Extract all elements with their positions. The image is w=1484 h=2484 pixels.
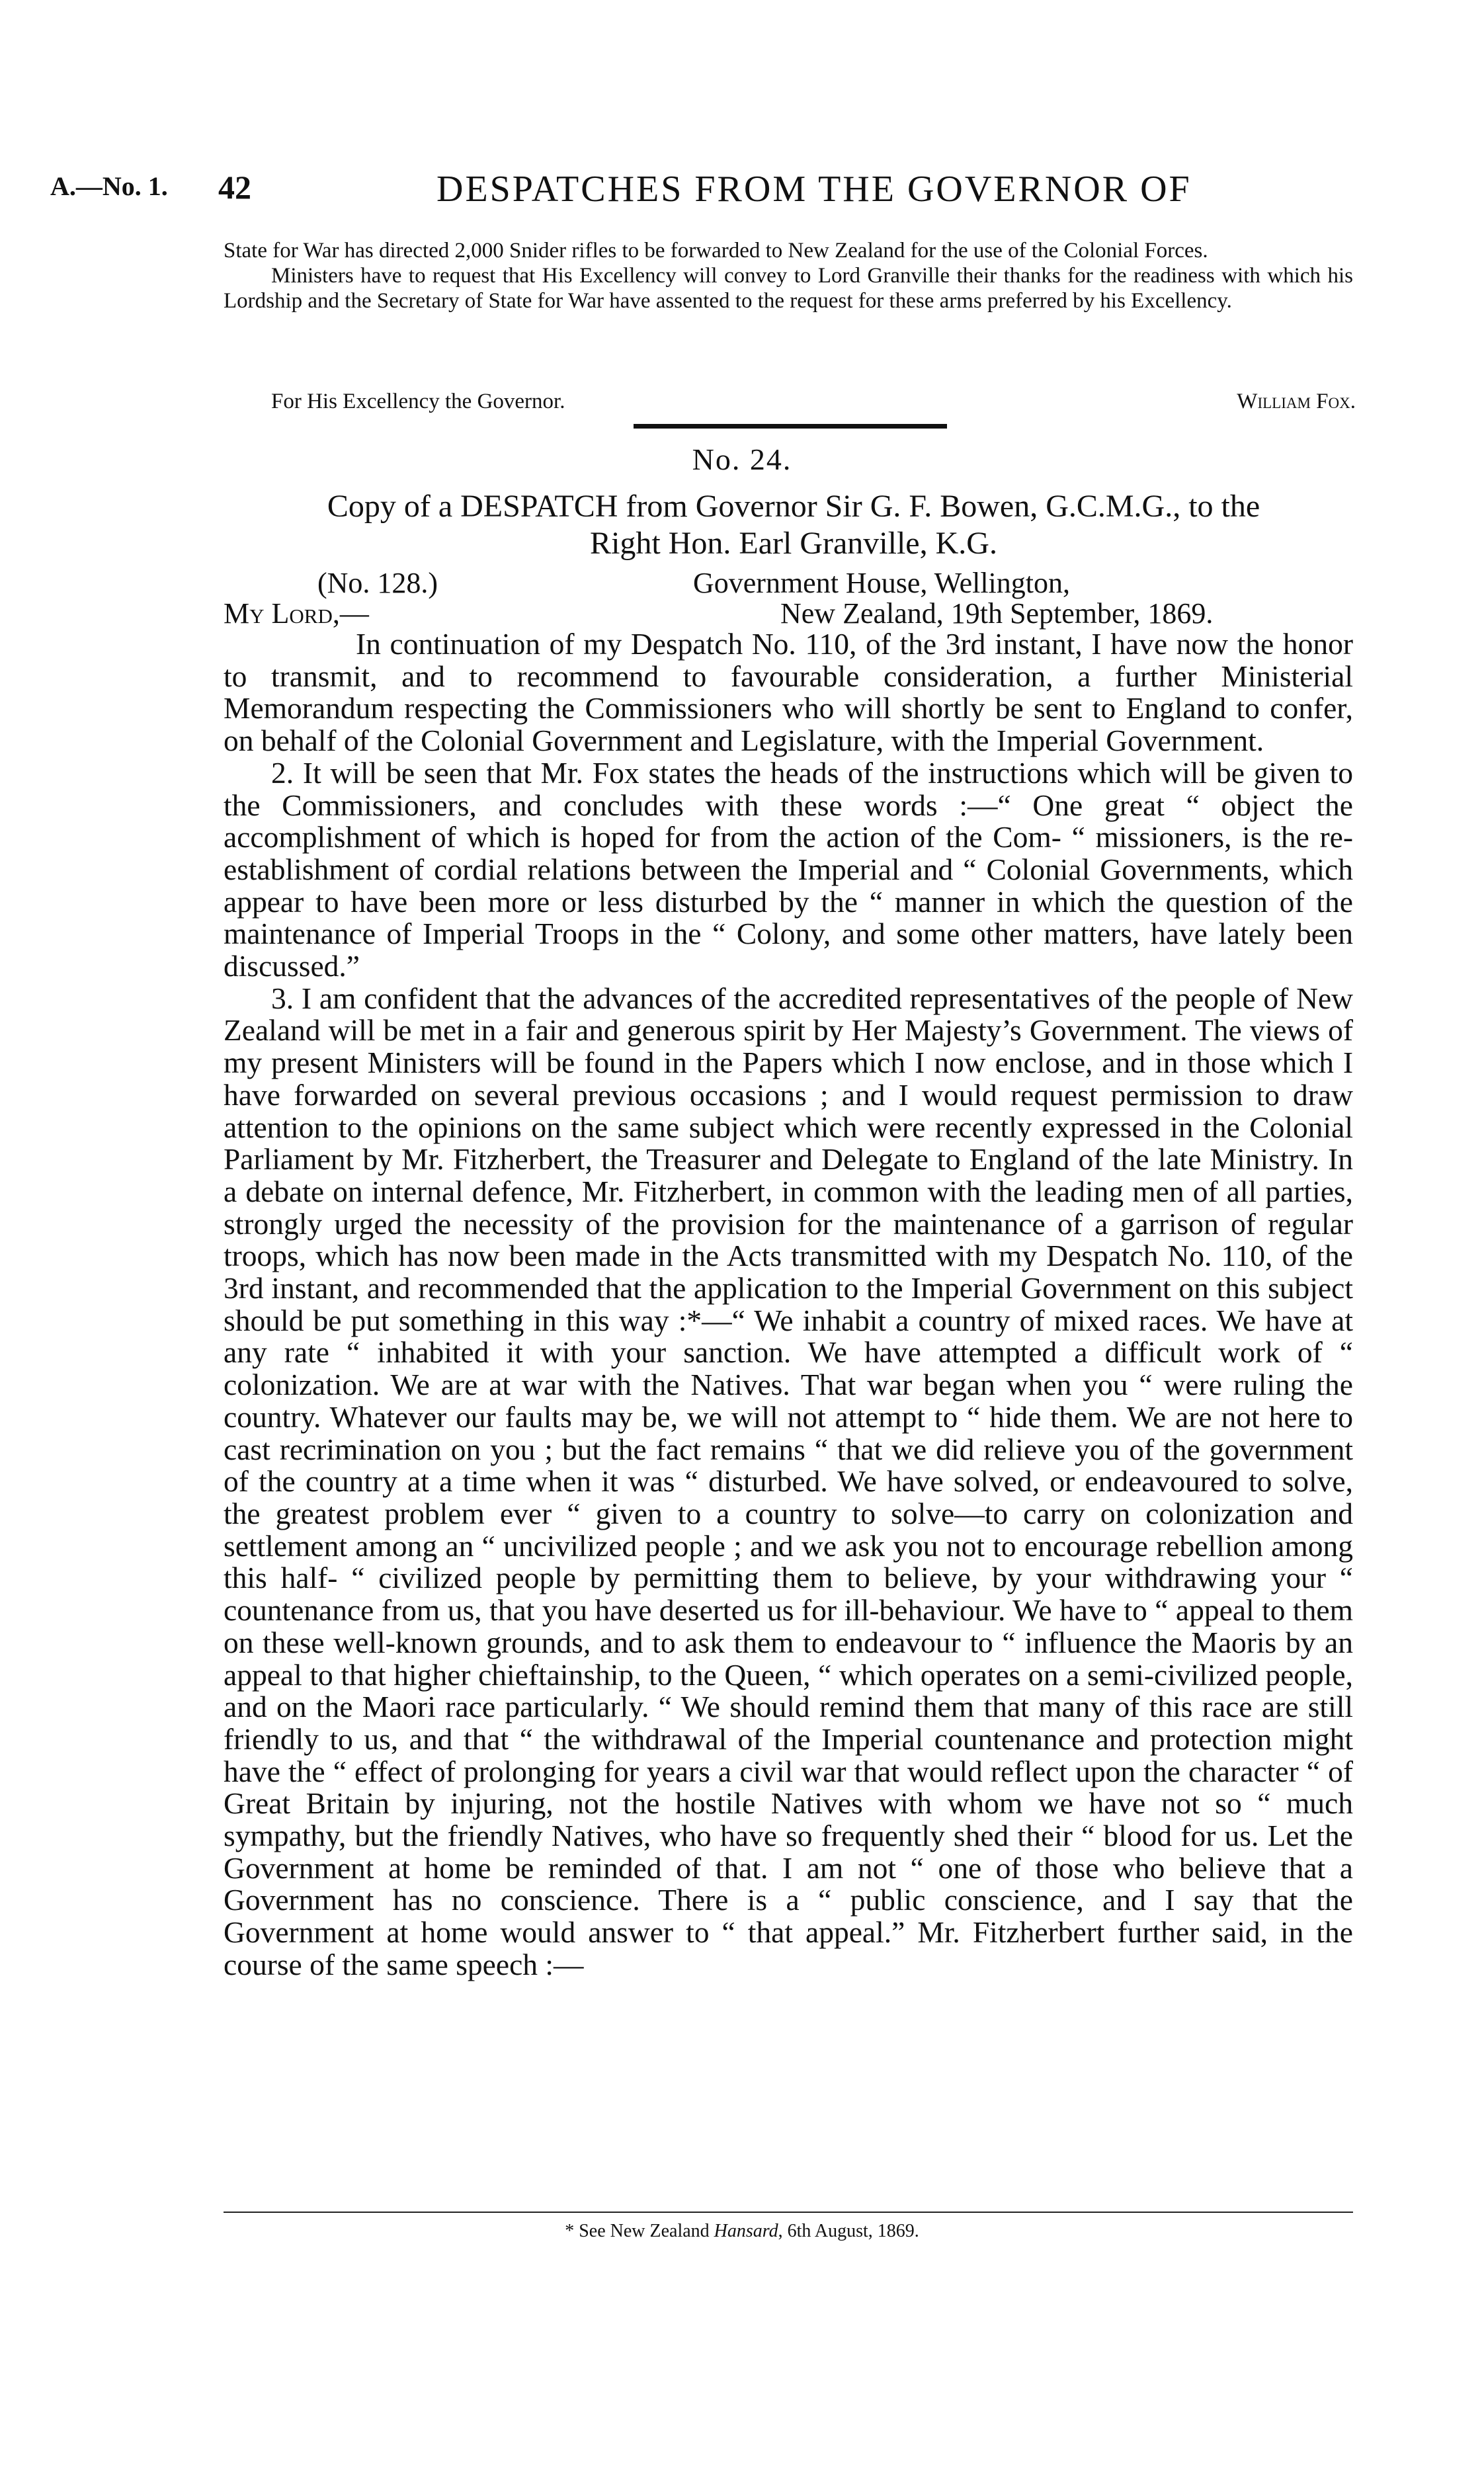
despatch-title-line: Copy of a DESPATCH from Governor Sir G. F. Bowen, G.C.M.G., to the xyxy=(327,489,1260,524)
section-divider xyxy=(634,424,947,429)
footnote-source: Hansard xyxy=(714,2221,778,2241)
footnote-suffix: , 6th August, 1869. xyxy=(778,2221,919,2241)
memorandum-paragraph: Ministers have to request that His Excellency will convey to Lord Granville their thanks for the readiness with which his Lordship and the Secretary of State for War have assented to the request for these arms preferred by his Excellency. xyxy=(224,264,1353,313)
despatch-salutation: My Lord,— xyxy=(224,597,369,630)
despatch-date-line: New Zealand, 19th September, 1869. xyxy=(780,597,1214,630)
despatch-ref-number: (No. 128.) xyxy=(317,567,438,599)
memorandum-text xyxy=(224,238,1353,313)
despatch-title-line: Right Hon. Earl Granville, K.G. xyxy=(590,526,997,561)
footnote xyxy=(0,2221,1484,2242)
despatch-place-line: Government House, Wellington, xyxy=(693,567,1071,599)
footnote-divider xyxy=(224,2212,1353,2213)
body-paragraph: 3. I am confident that the advances of the accredited representatives of the people of New Zealand will be met in a fair and generous spirit by Her Majesty’s Government. The views of my present Ministers will be found in the Papers which I now enclose, and in those which I have forwarded on several previous occasions ; and I would request permission to draw attention to the opinions on the same subject which were recently expressed in the Colonial Parliament by Mr. Fitzherbert, the Treasurer and Delegate to England of the late Ministry. In a debate on internal defence, Mr. Fitzherbert, in common with the leading men of all parties, strongly urged the necessity of the provision for the maintenance of a garrison of regular troops, which has now been made in the Acts transmitted with my Despatch No. 110, of the 3rd instant, and recommended that the application to the Imperial Government on this subject should be put something in this way :*—“ We inhabit a country of mixed races. We have at any rate “ inhabited it with your sanction. We have attempted a difficult work of “ colonization. We are at war with the Natives. That war began when you “ were ruling the country. Whatever our faults may be, we will not attempt to “ hide them. We are not here to cast recrimination on you ; but the fact remains “ that we did relieve you of the government of the country at a time when it was “ disturbed. We have solved, or endeavoured to solve, the greatest problem ever “ given to a country to solve—to carry on colonization and settlement among an “ uncivilized people ; and we ask you not to encourage rebellion among this half- “ civilized people by permitting them to believe, by your withdrawing your “ countenance from us, that you have deserted us for ill-behaviour. We have to “ appeal to them on these well-known grounds, and to ask them to endeavour to “ influence the Maoris by an appeal to that higher chieftainship, to the Queen, “ which operates on a semi-civilized people, and on the Maori race particularly. “ We should remind them that many of this race are still friendly to us, and that “ the withdrawal of the Imperial countenance and protection might have the “ effect of prolonging for years a civil war that would reflect upon the character “ of Great Britain by injuring, not the hostile Natives with whom we have not so “ much sympathy, but the friendly Natives, who have so frequently shed their “ blood for us. Let the Government at home be reminded of that. I am not “ one of those who believe that a Government has no conscience. There is a “ public conscience, and I say that the Government at home would answer to “ that appeal.” Mr. Fitzherbert further said, in the course of the same speech :— xyxy=(224,981,1353,1981)
body-paragraph: 2. It will be seen that Mr. Fox states the heads of the instructions which will be given to the Commissioners, and concludes with these words :—“ One great “ object the accomplishment of which is hoped for from the action of the Com- “ missioners, is the re-establishment of cordial relations between the Imperial and “ Colonial Governments, which appear to have been more or less disturbed by the “ manner in which the question of the maintenance of Imperial Troops in the “ Colony, and some other matters, have lately been discussed.” xyxy=(224,755,1353,983)
running-title: DESPATCHES FROM THE GOVERNOR OF xyxy=(436,169,1192,210)
memorandum-for-line: For His Excellency the Governor. xyxy=(271,390,565,413)
document-reference: A.—No. 1. xyxy=(50,171,168,201)
despatch-body xyxy=(224,628,1353,1981)
memorandum-paragraph: State for War has directed 2,000 Snider rifles to be forwarded to New Zealand for the use of the Colonial Forces. xyxy=(224,239,1208,263)
despatch-number: No. 24. xyxy=(692,442,792,476)
page-number: 42 xyxy=(218,169,251,206)
body-paragraph: In continuation of my Despatch No. 110, of the 3rd instant, I have now the honor to transmit, and to recommend to favourable consideration, a further Ministerial Memorandum respecting the Commissioners who will shortly be sent to England to confer, on behalf of the Colonial Government and Legislature, with the Imperial Government. xyxy=(224,627,1353,758)
despatch-title xyxy=(212,488,1376,562)
footnote-prefix: * See New Zealand xyxy=(565,2221,714,2241)
memorandum-signoff xyxy=(271,390,1356,414)
memorandum-signature: William Fox. xyxy=(1237,390,1356,413)
